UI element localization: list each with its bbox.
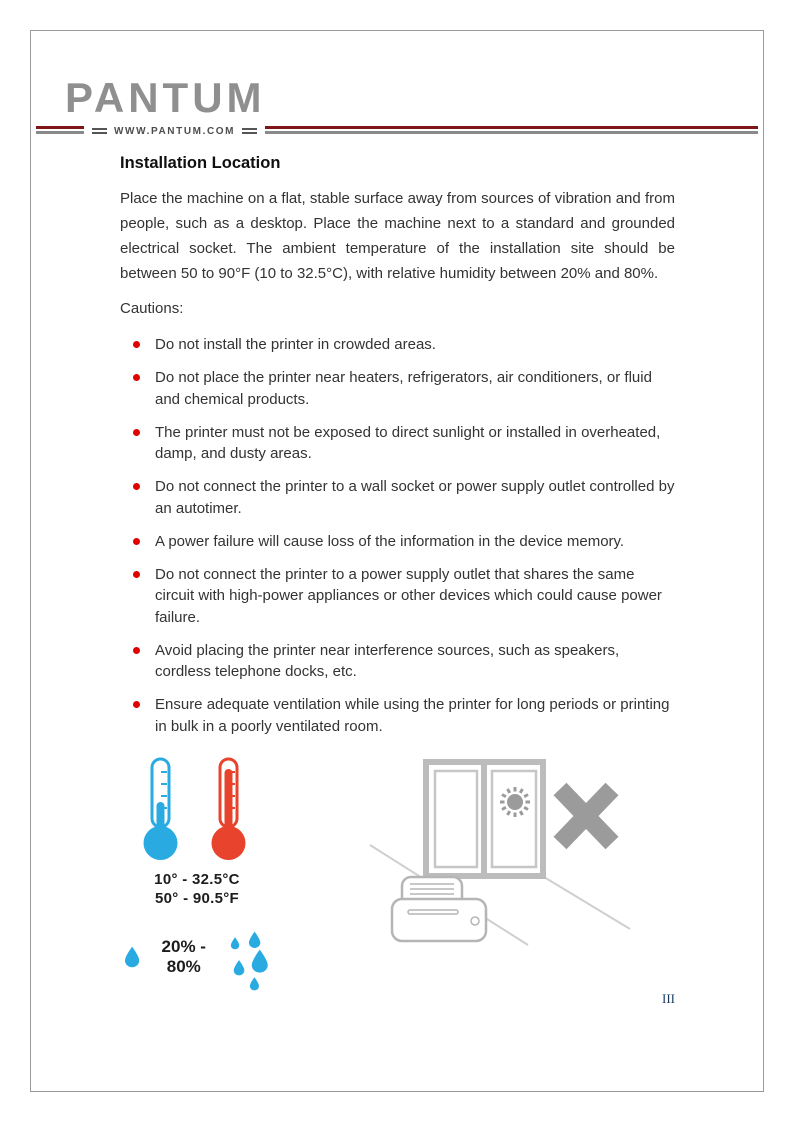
caution-text: Ensure adequate ventilation while using the printer for long periods or printing in bulk in a poorly ventilated room. bbox=[155, 696, 670, 735]
installation-illustration bbox=[120, 755, 675, 976]
page-header bbox=[31, 31, 763, 140]
caution-text: Avoid placing the printer near interference sources, such as speakers, cordless telephone docks, etc. bbox=[155, 641, 620, 680]
humidity-row bbox=[122, 920, 272, 994]
bullet-icon bbox=[133, 429, 140, 436]
thermometers-icon bbox=[122, 755, 272, 865]
window-icon bbox=[426, 762, 543, 876]
bullet-icon bbox=[133, 374, 140, 381]
humidity-range: 20% - 80% bbox=[161, 937, 206, 976]
caution-item bbox=[120, 367, 675, 410]
caution-item bbox=[120, 564, 675, 629]
double-bar-icon bbox=[242, 128, 257, 134]
page-number: III bbox=[662, 991, 675, 1006]
droplet-icon bbox=[125, 946, 139, 968]
bullet-icon bbox=[133, 538, 140, 545]
header-divider bbox=[36, 126, 758, 140]
website-label bbox=[84, 123, 265, 139]
window-scene-icon bbox=[368, 749, 648, 964]
thermometer-blue-icon bbox=[144, 759, 178, 860]
cautions-label: Cautions: bbox=[120, 300, 184, 317]
section-title: Installation Location bbox=[120, 154, 281, 172]
caution-item bbox=[120, 334, 675, 356]
temperature-humidity-block bbox=[122, 755, 272, 994]
bullet-icon bbox=[133, 647, 140, 654]
caution-item bbox=[120, 476, 675, 519]
page-content bbox=[31, 154, 763, 976]
caution-item bbox=[120, 422, 675, 465]
caution-text: Do not connect the printer to a power supply outlet that shares the same circuit with high-power appliances or other devices which could cause power failure. bbox=[155, 565, 662, 626]
caution-item bbox=[120, 640, 675, 683]
caution-text: Do not install the printer in crowded areas. bbox=[155, 336, 436, 353]
website-url: WWW.PANTUM.COM bbox=[114, 125, 236, 137]
caution-text: The printer must not be exposed to direct sunlight or installed in overheated, damp, and dusty areas. bbox=[155, 423, 661, 462]
bullet-icon bbox=[133, 483, 140, 490]
bullet-icon bbox=[133, 571, 140, 578]
page-border bbox=[30, 30, 764, 1092]
caution-text: Do not connect the printer to a wall socket or power supply outlet controlled by an autotimer. bbox=[155, 478, 675, 517]
x-mark-icon bbox=[560, 789, 612, 843]
bullet-icon bbox=[133, 341, 140, 348]
sunlight-warning-scene bbox=[368, 749, 648, 969]
caution-text: A power failure will cause loss of the information in the device memory. bbox=[155, 532, 625, 550]
pantum-logo: PANTUM bbox=[65, 74, 266, 121]
temp-range-fahrenheit: 50° - 90.5°F bbox=[155, 890, 239, 907]
thermometer-red-icon bbox=[212, 759, 246, 860]
intro-paragraph: Place the machine on a flat, stable surface away from sources of vibration and from people, such as a desktop. Place the machine next to a standard and grounded electrical socket. The ambient temperature of the installation site should be between 50 to 90°F (10 to 32.5°C), with relative humidity between 20% and 80%. bbox=[120, 190, 675, 282]
double-bar-icon bbox=[92, 128, 107, 134]
caution-text: Do not place the printer near heaters, refrigerators, air conditioners, or fluid and chemical products. bbox=[155, 369, 652, 408]
printer-icon bbox=[392, 877, 486, 941]
temp-range-celsius: 10° - 32.5°C bbox=[154, 871, 240, 888]
cautions-list bbox=[120, 334, 675, 737]
droplets-cluster-icon bbox=[228, 930, 272, 994]
bullet-icon bbox=[133, 701, 140, 708]
caution-item bbox=[120, 531, 675, 553]
caution-item bbox=[120, 694, 675, 737]
